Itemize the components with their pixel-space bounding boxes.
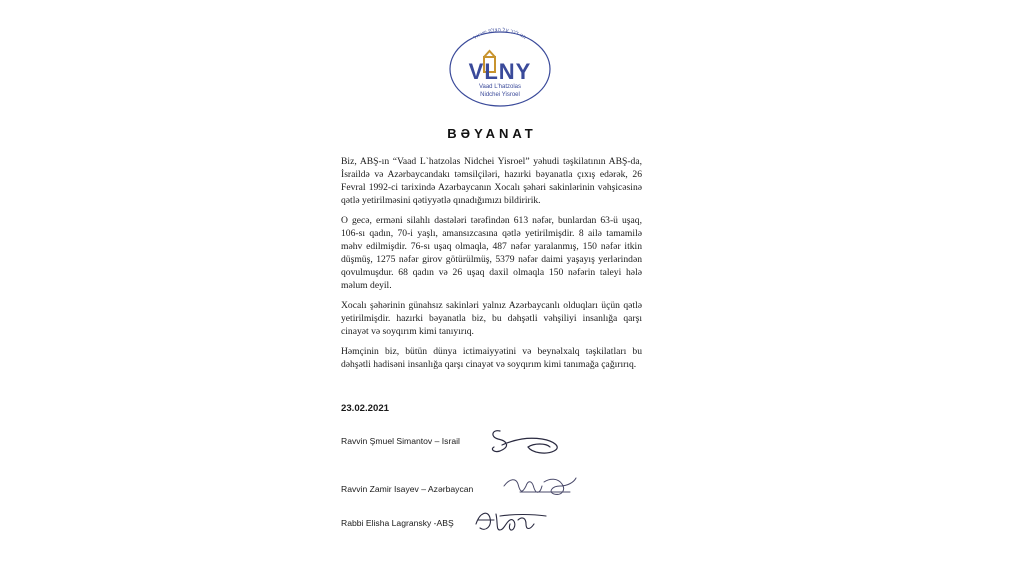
paragraph: O gecə, erməni silahlı dəstələri tərəfindən 613 nəfər, bunlardan 63-ü uşaq, 106-sı qadın, 70-i yaşlı, amansızcasına qətlə yetirilmişdir. 8 ailə tamamilə məhv edilmişdir. 76-sı uşaq olmaqla, 487 nəfər yaralanmış, 150 nəfər itkin düşmüş, 1275 nəfər girov götürülmüş, 5379 nəfər daimi yaşayış yerlərindən qovulmuşdur. 68 qadın və 26 uşaq daxil olmaqla 150 nəfərin taleyi hələ məlum deyil. xyxy=(341,214,642,292)
document-date: 23.02.2021 xyxy=(341,403,390,414)
vlny-logo-graphic xyxy=(447,27,553,107)
paragraph: Biz, ABŞ-ın “Vaad L`hatzolas Nidchei Yisroel” yəhudi təşkilatının ABŞ-da, İsraildə və Azərbaycandakı təmsilçiləri, hazırki bəyanatla çıxış edərək, 26 Fevral 1992-ci tarixində Azərbaycanın Xocalı şəhəri sakinlərinin vəhşicəsinə qətlə yetirilməsini qətiyyətlə qınadığımızı bildiririk. xyxy=(341,156,642,207)
document-title: BƏYANAT xyxy=(447,126,537,141)
signatory-line: Ravvin Şmuel Simantov – Israil xyxy=(341,436,460,446)
signature-mark xyxy=(470,506,550,536)
paragraph: Həmçinin biz, bütün dünya ictimaiyyətini və beynəlxalq təşkilatları bu dəhşətli hadisəni insanlığa qarşı cinayət və soyqırım kimi tanımağa çağırırıq. xyxy=(341,345,642,370)
signatory-line: Ravvin Zamir Isayev – Azərbaycan xyxy=(341,484,474,494)
signature-mark xyxy=(500,470,580,502)
signatory-line: Rabbi Elisha Lagransky -ABŞ xyxy=(341,518,454,528)
paragraph: Xocalı şəhərinin günahsız sakinləri yalnız Azərbaycanlı olduqları üçün qətlə yetirilmişdir. hazırki bəyanatla biz, bu dəhşətli vəhşiliyi insanlığa qarşı cinayət və soyqırım kimi tanıyırıq. xyxy=(341,299,642,338)
vlny-logo xyxy=(447,27,553,107)
logo-line1: Vaad L'hatzolas xyxy=(478,84,522,90)
svg-text:תנו לבך על הצלת ישראל xyxy=(473,27,528,41)
logo-line2: Nidchei Yisroel xyxy=(480,92,520,98)
logo-arc-text: תנו לבך על הצלת ישראל xyxy=(472,27,528,41)
document-body xyxy=(341,155,642,377)
logo-brand: VLNY xyxy=(468,59,532,84)
signature-mark xyxy=(488,425,568,457)
